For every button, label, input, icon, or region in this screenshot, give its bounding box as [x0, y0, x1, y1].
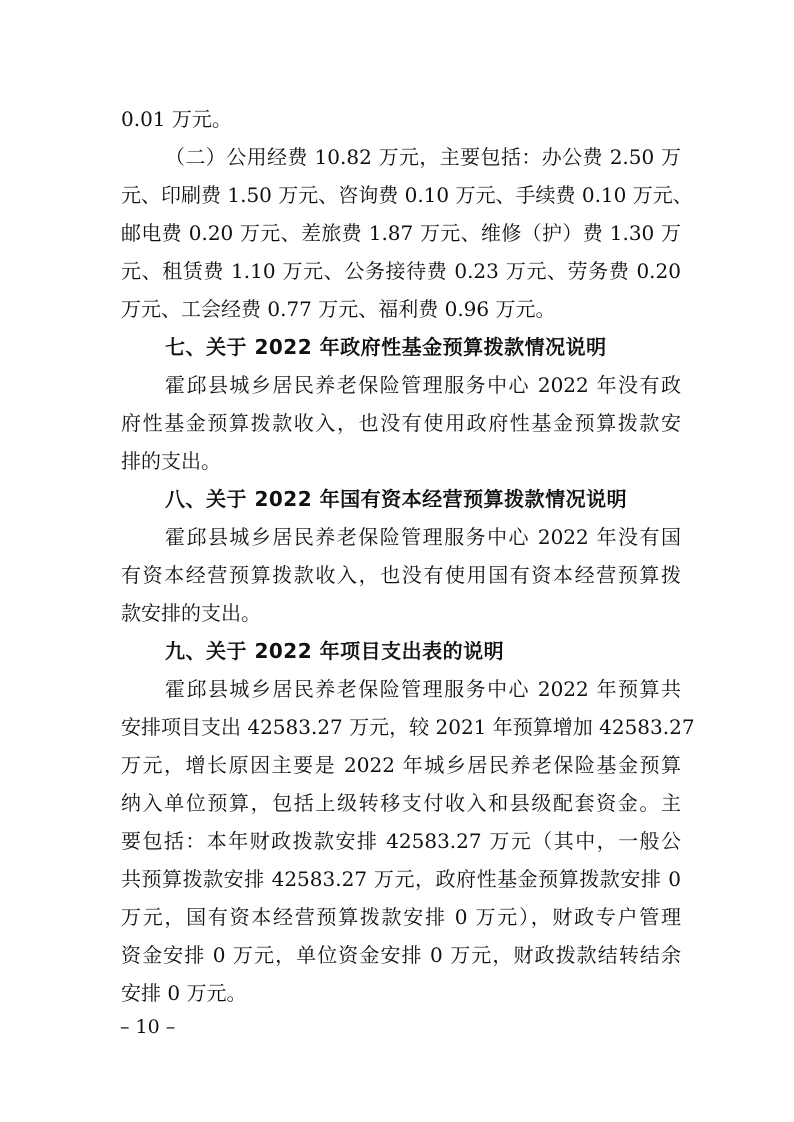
section-heading-9: 九、关于 2022 年项目支出表的说明: [165, 639, 505, 663]
text-line: 款安排的支出。: [121, 601, 261, 625]
text-line: 万元、工会经费 0.77 万元、福利费 0.96 万元。: [121, 297, 556, 321]
text-line: 府性基金预算拨款收入，也没有使用政府性基金预算拨款安: [121, 411, 681, 435]
section-heading-7: 七、关于 2022 年政府性基金预算拨款情况说明: [165, 335, 607, 359]
document-body: [121, 100, 695, 1012]
text-line: 安排项目支出 42583.27 万元，较 2021 年预算增加 42583.27: [121, 715, 695, 739]
text-line: 元、租赁费 1.10 万元、公务接待费 0.23 万元、劳务费 0.20: [121, 259, 681, 283]
text-line: 排的支出。: [121, 449, 221, 473]
text-line: 共预算拨款安排 42583.27 万元，政府性基金预算拨款安排 0: [121, 867, 681, 891]
section-heading-8: 八、关于 2022 年国有资本经营预算拨款情况说明: [165, 487, 628, 511]
text-line: 霍邱县城乡居民养老保险管理服务中心 2022 年没有政: [165, 373, 681, 397]
text-line: 要包括：本年财政拨款安排 42583.27 万元（其中，一般公: [121, 829, 681, 853]
text-line: 0.01 万元。: [121, 107, 232, 131]
text-line: 霍邱县城乡居民养老保险管理服务中心 2022 年预算共: [165, 677, 681, 701]
text-line: 安排 0 万元。: [121, 981, 247, 1005]
text-line: 万元，增长原因主要是 2022 年城乡居民养老保险基金预算: [121, 753, 681, 777]
text-line: 邮电费 0.20 万元、差旅费 1.87 万元、维修（护）费 1.30 万: [121, 221, 681, 245]
text-line: （二）公用经费 10.82 万元，主要包括：办公费 2.50 万: [165, 145, 681, 169]
text-line: 霍邱县城乡居民养老保险管理服务中心 2022 年没有国: [165, 525, 681, 549]
text-line: 资金安排 0 万元，单位资金安排 0 万元，财政拨款结转结余: [121, 943, 681, 967]
text-line: 有资本经营预算拨款收入，也没有使用国有资本经营预算拨: [121, 563, 681, 587]
page-number: – 10 –: [120, 1016, 176, 1038]
text-line: 元、印刷费 1.50 万元、咨询费 0.10 万元、手续费 0.10 万元、: [121, 183, 693, 207]
text-line: 纳入单位预算，包括上级转移支付收入和县级配套资金。主: [121, 791, 681, 815]
text-line: 万元，国有资本经营预算拨款安排 0 万元），财政专户管理: [121, 905, 681, 929]
